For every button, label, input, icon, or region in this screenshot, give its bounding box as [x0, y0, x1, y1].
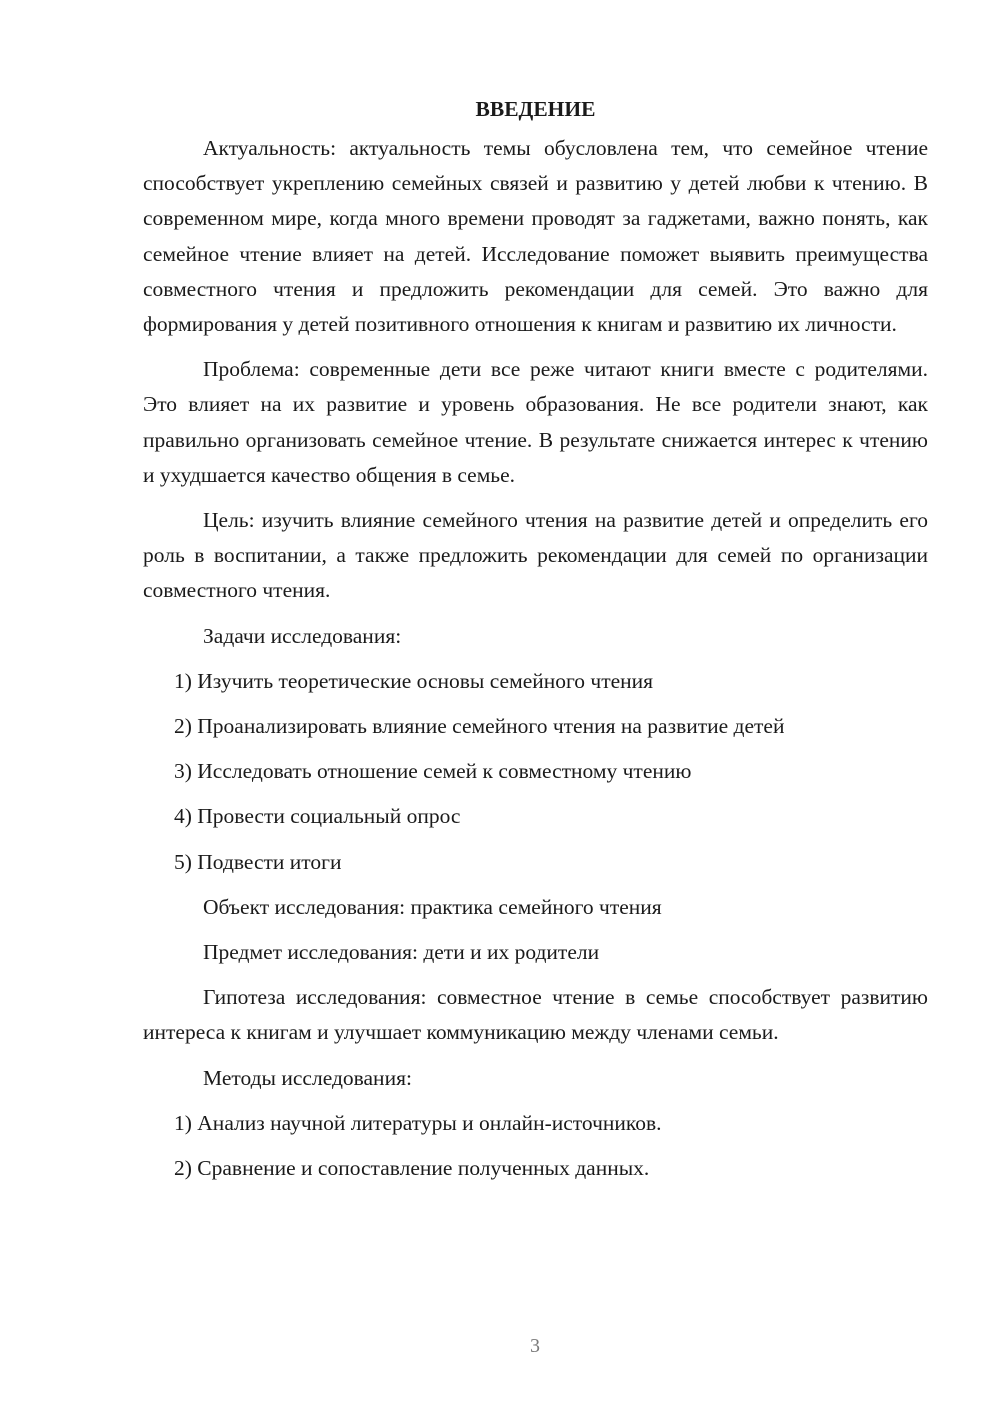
- tasks-heading: Задачи исследования:: [203, 623, 402, 648]
- task-item: 2) Проанализировать влияние семейного чтения на развитие детей: [174, 714, 785, 739]
- task-item: 3) Исследовать отношение семей к совместному чтению: [174, 759, 692, 784]
- page-number: 3: [530, 1335, 540, 1357]
- page-content: [143, 94, 928, 1196]
- subject-line: Предмет исследования: дети и их родители: [203, 940, 600, 965]
- task-item: 1) Изучить теоретические основы семейного чтения: [174, 668, 654, 693]
- goal-paragraph: Цель: изучить влияние семейного чтения на развитие детей и определить его роль в воспитании, а также предложить рекомендации для семей по организации совместного чтения.: [143, 508, 928, 603]
- relevance-paragraph: Актуальность: актуальность темы обусловлена тем, что семейное чтение способствует укреплению семейных связей и развитию у детей любви к чтению. В современном мире, когда много времени проводят за гаджетами, важно понять, как семейное чтение влияет на детей. Исследование поможет выявить преимущества совместного чтения и предложить рекомендации для семей. Это важно для формирования у детей позитивного отношения к книгам и развитию их личности.: [143, 136, 928, 337]
- task-item: 4) Провести социальный опрос: [174, 804, 461, 829]
- problem-paragraph: Проблема: современные дети все реже читают книги вместе с родителями. Это влияет на их развитие и уровень образования. Не все родители знают, как правильно организовать семейное чтение. В результате снижается интерес к чтению и ухудшается качество общения в семье.: [143, 357, 928, 487]
- object-line: Объект исследования: практика семейного чтения: [203, 894, 662, 919]
- task-item: 5) Подвести итоги: [174, 849, 342, 874]
- methods-heading: Методы исследования:: [203, 1065, 412, 1090]
- hypothesis-paragraph: Гипотеза исследования: совместное чтение в семье способствует развитию интереса к книгам и улучшает коммуникацию между членами семьи.: [143, 985, 928, 1045]
- method-item: 1) Анализ научной литературы и онлайн-источников.: [174, 1110, 662, 1135]
- method-item: 2) Сравнение и сопоставление полученных данных.: [174, 1156, 650, 1181]
- section-title: ВВЕДЕНИЕ: [475, 97, 596, 121]
